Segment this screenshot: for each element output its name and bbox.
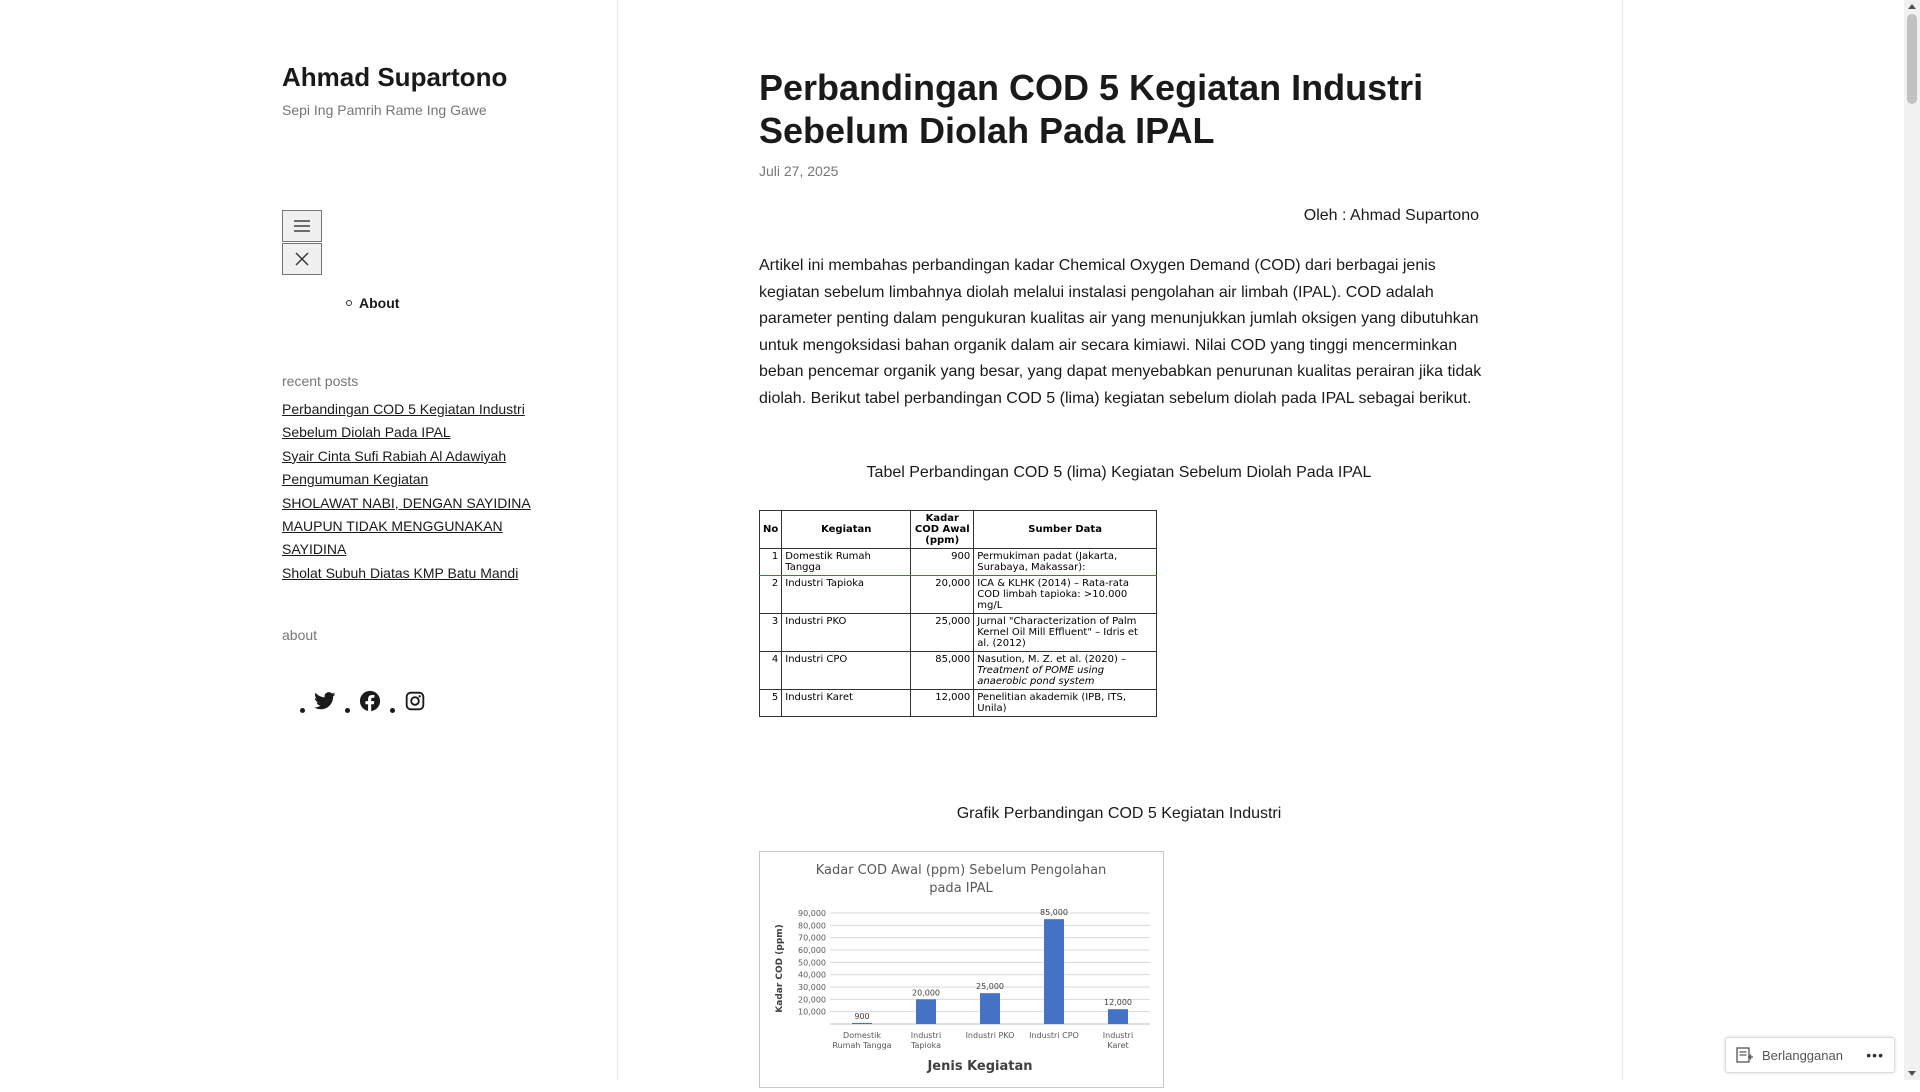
table-row xyxy=(760,690,1157,717)
recent-posts-list xyxy=(282,398,552,585)
table-cell: 4 xyxy=(760,652,782,690)
chart-y-tick-label: 10,000 xyxy=(798,1007,826,1017)
scrollbar-thumb[interactable] xyxy=(1907,14,1917,104)
scroll-up-arrow-icon[interactable] xyxy=(1908,4,1916,9)
table-cell: 12,000 xyxy=(911,690,974,717)
table-cell: 1 xyxy=(760,549,782,576)
source-italic-text: Treatment of POME using anaerobic pond system xyxy=(977,665,1105,687)
table-caption: Tabel Perbandingan COD 5 (lima) Kegiatan Sebelum Diolah Pada IPAL xyxy=(866,464,1372,481)
site-title[interactable]: Ahmad Supartono xyxy=(282,62,508,92)
chart-x-tick-label: Industri xyxy=(1102,1031,1134,1040)
chart-svg xyxy=(760,852,1163,1087)
menu-open-button[interactable] xyxy=(282,210,322,242)
nav-item-label: About xyxy=(359,295,400,311)
recent-posts-heading: recent posts xyxy=(282,373,359,389)
reader-icon xyxy=(1736,1047,1754,1063)
table-cell: ICA & KLHK (2014) – Rata-rata COD limbah tapioka: >10.000 mg/L xyxy=(974,576,1157,614)
chart-caption: Grafik Perbandingan COD 5 Kegiatan Industri xyxy=(956,805,1282,822)
chart-data-label: 12,000 xyxy=(1104,998,1132,1008)
table-cell: Industri Tapioka xyxy=(782,576,911,614)
table-cell xyxy=(974,652,1157,690)
chart-bar xyxy=(980,993,1000,1024)
chart-x-tick-label: Industri xyxy=(910,1031,942,1040)
table-header-row xyxy=(760,511,1157,549)
post-date[interactable]: Juli 27, 2025 xyxy=(759,163,839,179)
chart-y-tick-label: 70,000 xyxy=(798,933,826,943)
chart-x-tick-label: Tapioka xyxy=(910,1041,942,1050)
chart-x-tick-label: Rumah Tangga xyxy=(832,1041,892,1050)
table-header: Kegiatan xyxy=(782,511,911,549)
chart-y-tick-label: 30,000 xyxy=(798,983,826,992)
chart-y-tick-label: 40,000 xyxy=(798,970,826,980)
table-cell: 25,000 xyxy=(911,614,974,652)
table-cell: Penelitian akademik (IPB, ITS, Unila) xyxy=(974,690,1157,717)
nav-item-about[interactable] xyxy=(346,295,399,311)
subscribe-button[interactable]: Berlangganan xyxy=(1762,1047,1843,1063)
chart-bar xyxy=(916,999,936,1024)
chart-x-axis-label: Jenis Kegiatan xyxy=(927,1059,1033,1074)
chart-y-tick-label: 90,000 xyxy=(798,909,826,918)
scroll-down-arrow-icon[interactable] xyxy=(1908,1071,1916,1076)
list-bullet xyxy=(390,708,395,713)
table-cell: 3 xyxy=(760,614,782,652)
table-header: Sumber Data xyxy=(974,511,1157,549)
recent-post-link[interactable]: Syair Cinta Sufi Rabiah Al Adawiyah xyxy=(282,447,507,464)
subscribe-bar xyxy=(1725,1037,1895,1073)
chart-y-tick-label: 50,000 xyxy=(798,958,826,968)
chart-x-tick-label: Karet xyxy=(1107,1041,1129,1050)
instagram-icon[interactable] xyxy=(403,689,427,713)
list-bullet xyxy=(345,708,350,713)
chart-x-tick-label: Domestik xyxy=(843,1031,881,1040)
sidebar xyxy=(0,0,618,1080)
cod-chart xyxy=(759,851,1164,1088)
chart-x-tick-label: Industri CPO xyxy=(1029,1031,1079,1040)
table-cell: 2 xyxy=(760,576,782,614)
chart-bar xyxy=(1044,919,1064,1024)
table-row xyxy=(760,549,1157,576)
more-options-button[interactable]: ••• xyxy=(1866,1047,1884,1063)
chart-bar xyxy=(1108,1009,1128,1024)
recent-post-link[interactable]: SHOLAWAT NABI, DENGAN SAYIDINA MAUPUN TIDAK MENGGUNAKAN SAYIDINA xyxy=(282,494,531,558)
scrollbar[interactable] xyxy=(1904,0,1920,1080)
chart-x-tick-label: Industri PKO xyxy=(965,1031,1015,1040)
table-cell: 20,000 xyxy=(911,576,974,614)
chart-title: pada IPAL xyxy=(929,881,993,896)
chart-data-label: 25,000 xyxy=(976,982,1004,992)
recent-post-link[interactable]: Sholat Subuh Diatas KMP Batu Mandi xyxy=(282,564,519,581)
close-icon xyxy=(294,251,310,267)
cod-table xyxy=(759,510,1157,717)
facebook-icon[interactable] xyxy=(358,689,382,713)
chart-y-tick-label: 60,000 xyxy=(798,946,826,955)
table-cell: 85,000 xyxy=(911,652,974,690)
table-header: No xyxy=(760,511,782,549)
table-row xyxy=(760,652,1157,690)
chart-y-tick-label: 80,000 xyxy=(798,921,826,931)
table-cell: Industri CPO xyxy=(782,652,911,690)
twitter-icon[interactable] xyxy=(313,689,337,713)
post-paragraph: Artikel ini membahas perbandingan kadar Chemical Oxygen Demand (COD) dari berbagai jenis kegiatan sebelum limbahnya diolah melalui instalasi pengolahan air limbah (IPAL). COD adalah parameter penting dalam pengukuran kualitas air yang menunjukkan jumlah oksigen yang dibutuhkan untuk mengoksidasi bahan organik dalam air secara kimiawi. Nilai COD yang tinggi mencerminkan beban pencemar organik yang besar, yang dapat menyebabkan penurunan kualitas perairan jika tidak diolah. Berikut tabel perbandingan COD 5 (lima) kegiatan sebelum diolah pada IPAL sebagai berikut. xyxy=(759,257,1482,407)
table-header: Kadar COD Awal (ppm) xyxy=(911,511,974,549)
chart-data-label: 900 xyxy=(854,1011,870,1021)
chart-data-label: 20,000 xyxy=(912,988,940,998)
table-cell: Industri Karet xyxy=(782,690,911,717)
table-cell: Industri PKO xyxy=(782,614,911,652)
social-links xyxy=(300,688,435,713)
bullet-icon xyxy=(346,300,352,306)
chart-bar xyxy=(852,1023,872,1024)
post-byline: Oleh : Ahmad Supartono xyxy=(1303,207,1479,224)
table-cell: 900 xyxy=(911,549,974,576)
hamburger-icon xyxy=(293,219,311,233)
source-text: Nasution, M. Z. et al. (2020) – xyxy=(977,654,1127,665)
table-cell: Domestik Rumah Tangga xyxy=(782,549,911,576)
table-cell: Jurnal "Characterization of Palm Kernel Oil Mill Effluent" – Idris et al. (2012) xyxy=(974,614,1157,652)
chart-title: Kadar COD Awal (ppm) Sebelum Pengolahan xyxy=(815,863,1107,878)
chart-y-axis-label: Kadar COD (ppm) xyxy=(775,924,785,1013)
post-title: Perbandingan COD 5 Kegiatan Industri Sebelum Diolah Pada IPAL xyxy=(759,67,1424,151)
chart-y-tick-label: 20,000 xyxy=(798,995,826,1005)
table-row xyxy=(760,576,1157,614)
table-row xyxy=(760,614,1157,652)
list-bullet xyxy=(300,708,305,713)
table-cell: 5 xyxy=(760,690,782,717)
menu-close-button[interactable] xyxy=(282,243,322,275)
site-description: Sepi Ing Pamrih Rame Ing Gawe xyxy=(282,102,487,118)
recent-post-link[interactable]: Pengumuman Kegiatan xyxy=(282,471,429,488)
about-heading: about xyxy=(282,627,318,643)
chart-data-label: 85,000 xyxy=(1040,908,1068,918)
table-cell: Permukiman padat (Jakarta, Surabaya, Makassar): xyxy=(974,549,1157,576)
recent-post-link[interactable]: Perbandingan COD 5 Kegiatan Industri Sebelum Diolah Pada IPAL xyxy=(282,401,525,441)
